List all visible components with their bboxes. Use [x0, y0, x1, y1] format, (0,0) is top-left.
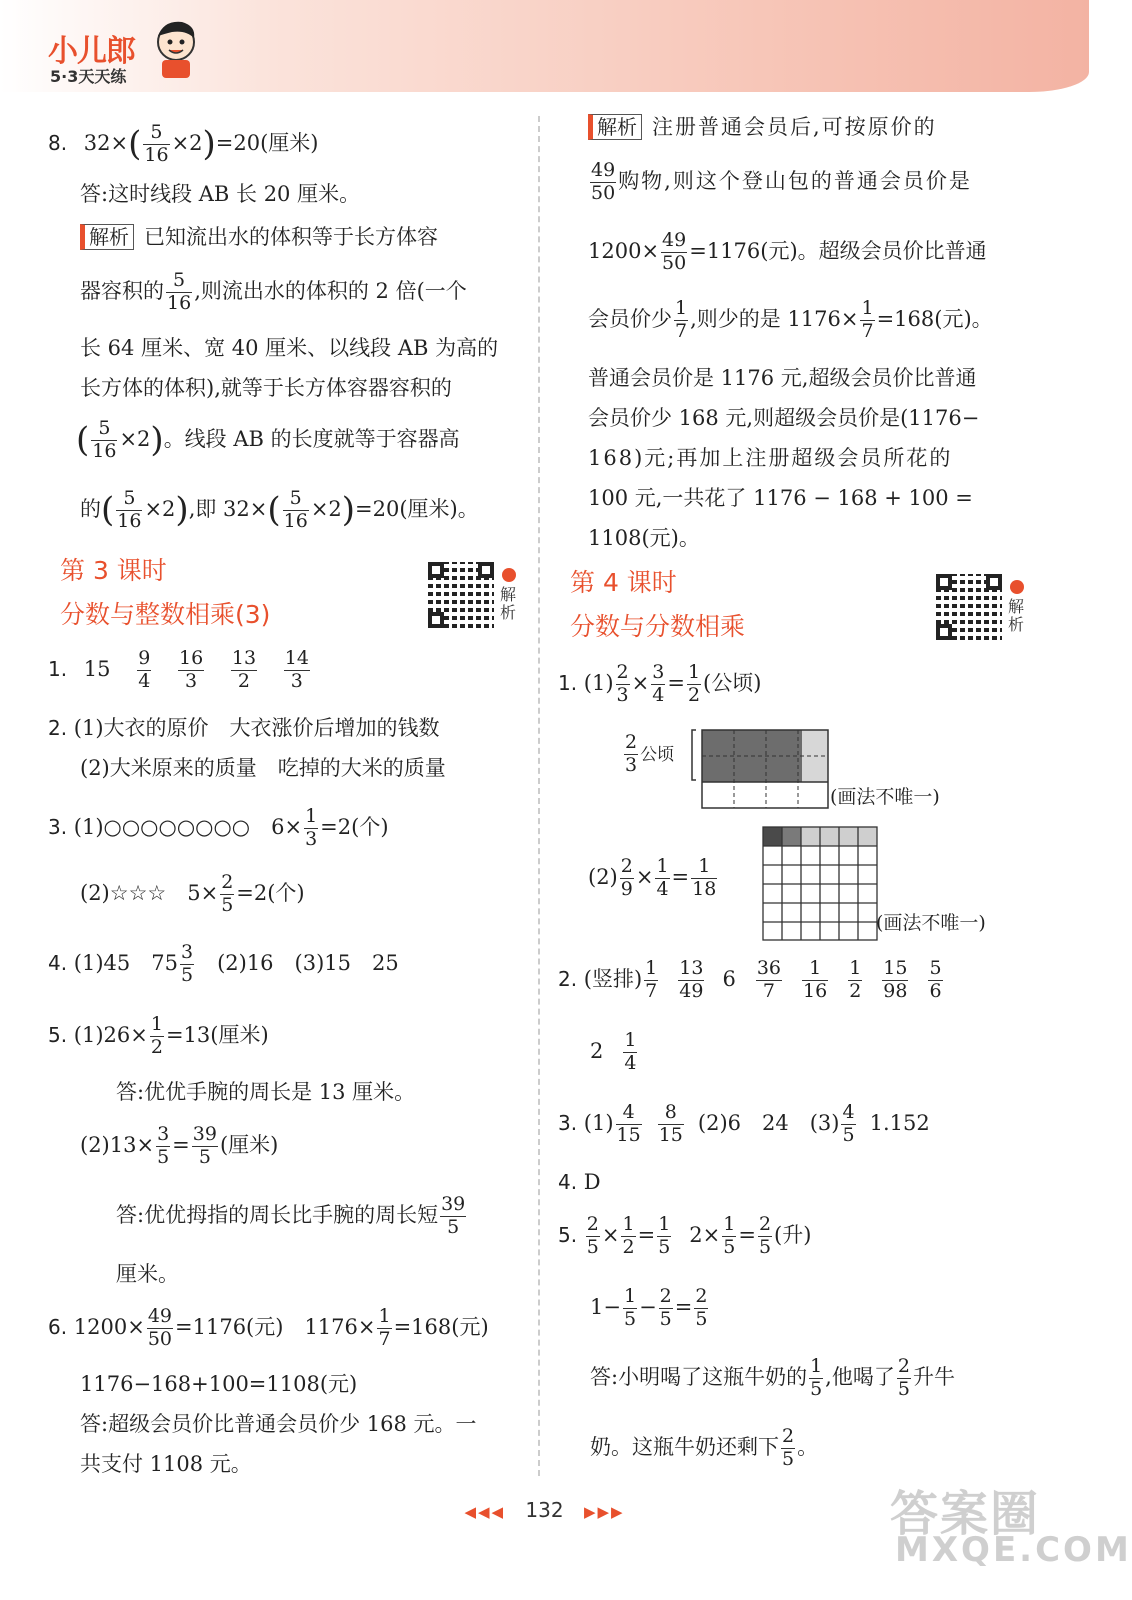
p6-line-4: 共支付 1108 元。 — [80, 1452, 252, 1476]
r-analysis-line-7: 168)元;再加上注册超级会员所花的 — [588, 446, 953, 470]
q5-line-1: 5. $\frac{2}{5}$ × $\frac{1}{2}$ = $\frac{1}{5}$ 2× $\frac{1}{5}$ = $\frac{2}{5}$ (升) — [558, 1213, 812, 1258]
r-analysis-line-1: 解析 注册普通会员后,可按原价的 — [588, 114, 937, 140]
analysis-line-5: ( $\frac{5}{16}$ ×2)。线段 AB 的长度就等于容器高 — [76, 417, 460, 462]
p4-line: 4. (1)45 75 $\frac{3}{5}$ (2)16 (3)15 25 — [48, 941, 399, 986]
section-title-4: 第 4 课时 — [570, 568, 677, 597]
drawing-note-1: (画法不唯一) — [830, 786, 940, 808]
next-arrows-icon: ▶▶▶ — [583, 1503, 625, 1521]
p5-line-1: 5. (1)26× $\frac{1}{2}$ =13(厘米) — [48, 1013, 269, 1058]
analysis-tag: 解析 — [588, 114, 642, 140]
p2-line-2: (2)大米原来的质量 吃掉的大米的质量 — [80, 756, 446, 780]
r-analysis-line-8: 100 元,一共花了 1176 − 168 + 100 = — [588, 486, 973, 510]
p5-line-4: 答:优优拇指的周长比手腕的周长短 $\frac{39}{5}$ — [116, 1193, 466, 1238]
qr-code-icon[interactable] — [428, 562, 494, 628]
section-subtitle-4: 分数与分数相乘 — [570, 612, 746, 641]
area-diagram-1 — [690, 728, 830, 810]
r-analysis-line-5: 普通会员价是 1176 元,超级会员价比普通 — [588, 366, 977, 390]
analysis-line-4: 长方体的体积),就等于长方体容器容积的 — [80, 376, 452, 400]
play-icon[interactable] — [502, 568, 516, 582]
p3-line-1: 3. (1)○○○○○○○○ 6× $\frac{1}{3}$ =2(个) — [48, 805, 389, 850]
p1-line: 1. 15 $\frac{9}{4}$ $\frac{16}{3}$ $\frac{13}{2}$ $\frac{14}{3}$ — [48, 647, 309, 692]
q1-line-2: (2) $\frac{2}{9}$ × $\frac{1}{4}$ = $\frac{1}{18}$ — [588, 855, 717, 900]
brand-logo: 小儿郎 — [48, 34, 135, 69]
r-analysis-line-9: 1108(元)。 — [588, 526, 700, 550]
analysis-line-6: 的( $\frac{5}{16}$ ×2),即 32×( $\frac{5}{16}$ ×2)=20(厘米)。 — [80, 487, 479, 532]
r-analysis-line-2: $\frac{49}{50}$ 购物,则这个登山包的普通会员价是 — [591, 159, 972, 204]
r-analysis-line-3: 1200× $\frac{49}{50}$ =1176(元)。超级会员价比普通 — [588, 229, 987, 274]
fraction: $\frac{5}{16}$ — [144, 121, 169, 166]
page-header — [0, 0, 1089, 92]
qr-label: 解析 — [500, 585, 517, 622]
q5-line-2: 1− $\frac{1}{5}$ − $\frac{2}{5}$ = $\frac{2}{5}$ — [590, 1285, 708, 1330]
p5-line-5: 厘米。 — [116, 1262, 179, 1286]
prev-arrows-icon: ◀◀◀ — [464, 1503, 506, 1521]
analysis-line-3: 长 64 厘米、宽 40 厘米、以线段 AB 为高的 — [80, 336, 499, 360]
column-divider — [538, 116, 540, 1476]
p5-line-3: (2)13× $\frac{3}{5}$ = $\frac{39}{5}$ (厘米) — [80, 1123, 279, 1168]
q4-line: 4. D — [558, 1170, 601, 1194]
qr-code-icon[interactable] — [936, 574, 1002, 640]
play-icon[interactable] — [1010, 580, 1024, 594]
q8-line: 8. 32×( $\frac{5}{16}$ ×2)=20(厘米) — [48, 121, 319, 166]
r-analysis-line-4: 会员价少 $\frac{1}{7}$ ,则少的是 1176× $\frac{1}{7}$ =168(元)。 — [588, 297, 993, 342]
area-diagram-2 — [762, 826, 878, 942]
series-label: 5·3天天练 — [50, 67, 127, 86]
watermark-logo: 答案圈 — [890, 1486, 1041, 1542]
q3-line: 3. (1) $\frac{4}{15}$ $\frac{8}{15}$ (2)6 24 (3) $\frac{4}{5}$ 1.152 — [558, 1101, 930, 1146]
q5-line-3: 答:小明喝了这瓶牛奶的 $\frac{1}{5}$ ,他喝了 $\frac{2}{5}$ 升牛 — [590, 1355, 955, 1400]
section-subtitle-3: 分数与整数相乘(3) — [60, 600, 271, 629]
q5-line-4: 奶。这瓶牛奶还剩下 $\frac{2}{5}$ 。 — [590, 1425, 819, 1470]
analysis-line-2: 器容积的 $\frac{5}{16}$ ,则流出水的体积的 2 倍(一个 — [80, 269, 467, 314]
r-analysis-line-6: 会员价少 168 元,则超级会员价是(1176− — [588, 406, 980, 430]
drawing-note-2: (画法不唯一) — [876, 912, 986, 934]
p6-line-1: 6. 1200× $\frac{49}{50}$ =1176(元) 1176× $\frac{1}{7}$ =168(元) — [48, 1305, 489, 1350]
page-number: 132 — [525, 1498, 564, 1522]
section-title-3: 第 3 课时 — [60, 556, 167, 585]
p3-line-2: (2)☆☆☆ 5× $\frac{2}{5}$ =2(个) — [80, 871, 305, 916]
p6-line-3: 答:超级会员价比普通会员价少 168 元。一 — [80, 1412, 477, 1436]
watermark-url: MXQE.COM — [895, 1530, 1132, 1570]
qr-label: 解析 — [1008, 597, 1025, 634]
analysis-tag: 解析 — [80, 224, 134, 250]
q1-line-1: 1. (1) $\frac{2}{3}$ × $\frac{3}{4}$ = $\frac{1}{2}$ (公顷) — [558, 661, 762, 706]
p5-line-2: 答:优优手腕的周长是 13 厘米。 — [116, 1080, 416, 1104]
diagram1-label: $\frac{2}{3}$ 公顷 — [625, 731, 675, 776]
q8-answer: 答:这时线段 AB 长 20 厘米。 — [80, 182, 361, 206]
p6-line-2: 1176−168+100=1108(元) — [80, 1372, 358, 1396]
p2-line-1: 2. (1)大衣的原价 大衣涨价后增加的钱数 — [48, 716, 440, 740]
q2-line-1: 2. (竖排) $\frac{1}{7}$ $\frac{13}{49}$ 6 $\frac{36}{7}$ $\frac{1}{16}$ $\frac{1}{2}$ $\frac{15}{98}$ $\frac{5}{6}$ — [558, 957, 942, 1002]
analysis-line-1: 解析 已知流出水的体积等于长方体容 — [80, 224, 438, 250]
mascot-icon — [152, 18, 200, 80]
q2-line-2: 2 $\frac{1}{4}$ — [590, 1029, 637, 1074]
